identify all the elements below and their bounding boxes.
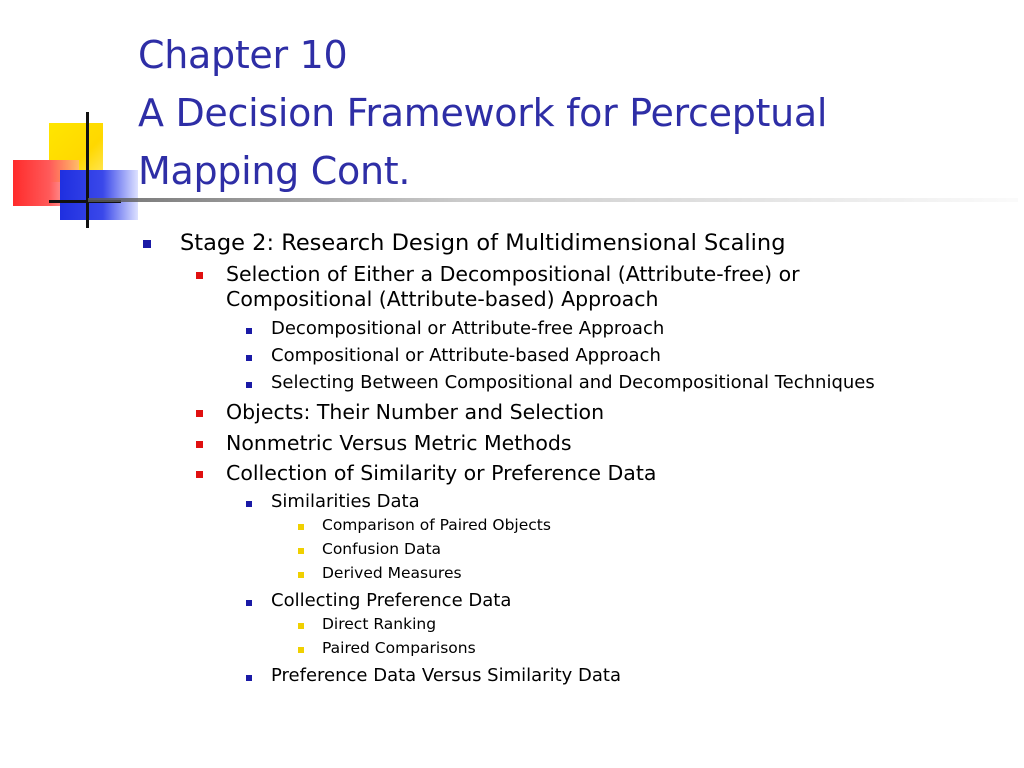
outline-item-level-2 xyxy=(226,461,656,486)
outline-item-text: Derived Measures xyxy=(322,564,462,582)
outline-item-level-1 xyxy=(180,230,785,256)
outline-item-level-4 xyxy=(322,540,441,559)
outline-item-text: Decompositional or Attribute-free Approach xyxy=(271,318,665,339)
outline-item-level-3 xyxy=(271,491,420,513)
outline-item-level-2 xyxy=(226,262,800,312)
outline-item-level-3 xyxy=(271,372,875,394)
outline-item-level-3 xyxy=(271,318,664,340)
logo-blue-square xyxy=(60,170,138,220)
outline-item-level-4 xyxy=(322,564,462,583)
square-bullet-icon xyxy=(298,647,304,653)
logo-vertical-line xyxy=(86,112,89,228)
square-bullet-icon xyxy=(246,328,252,334)
square-bullet-icon xyxy=(298,524,304,530)
square-bullet-icon xyxy=(143,240,151,248)
square-bullet-icon xyxy=(196,410,203,417)
outline-item-level-3 xyxy=(271,665,621,687)
outline-item-level-3 xyxy=(271,590,511,612)
square-bullet-icon xyxy=(298,623,304,629)
slide-title-line-1: Chapter 10 xyxy=(138,33,348,77)
outline-item-text: Paired Comparisons xyxy=(322,639,476,657)
outline-item-level-3 xyxy=(271,345,661,367)
outline-item-text: Comparison of Paired Objects xyxy=(322,516,551,534)
slide-title xyxy=(138,26,827,200)
square-bullet-icon xyxy=(246,382,252,388)
square-bullet-icon xyxy=(246,675,252,681)
outline-item-text: Preference Data Versus Similarity Data xyxy=(271,665,621,686)
outline-item-text: Collecting Preference Data xyxy=(271,590,512,611)
outline-item-text: Compositional (Attribute-based) Approach xyxy=(226,287,659,311)
outline-item-text: Stage 2: Research Design of Multidimensional Scaling xyxy=(180,230,786,256)
outline-item-text: Selecting Between Compositional and Decompositional Techniques xyxy=(271,372,875,393)
square-bullet-icon xyxy=(246,501,252,507)
outline-item-text: Nonmetric Versus Metric Methods xyxy=(226,431,572,455)
outline-item-level-2 xyxy=(226,400,604,425)
outline-item-text: Direct Ranking xyxy=(322,615,437,633)
outline-item-level-4 xyxy=(322,615,436,634)
outline-item-text: Selection of Either a Decompositional (Attribute-free) or xyxy=(226,262,800,286)
outline-item-level-4 xyxy=(322,639,476,658)
square-bullet-icon xyxy=(298,548,304,554)
square-bullet-icon xyxy=(196,471,203,478)
outline-item-level-4 xyxy=(322,516,551,535)
outline-item-level-2 xyxy=(226,431,572,456)
slide-title-line-3: Mapping Cont. xyxy=(138,149,411,193)
square-bullet-icon xyxy=(246,600,252,606)
outline-item-text: Confusion Data xyxy=(322,540,442,558)
square-bullet-icon xyxy=(298,572,304,578)
square-bullet-icon xyxy=(246,355,252,361)
outline-item-text: Compositional or Attribute-based Approach xyxy=(271,345,661,366)
outline-item-text: Collection of Similarity or Preference Data xyxy=(226,461,657,485)
outline-item-text: Objects: Their Number and Selection xyxy=(226,400,605,424)
outline-item-text: Similarities Data xyxy=(271,491,420,512)
square-bullet-icon xyxy=(196,441,203,448)
square-bullet-icon xyxy=(196,272,203,279)
slide-title-line-2: A Decision Framework for Perceptual xyxy=(138,91,828,135)
